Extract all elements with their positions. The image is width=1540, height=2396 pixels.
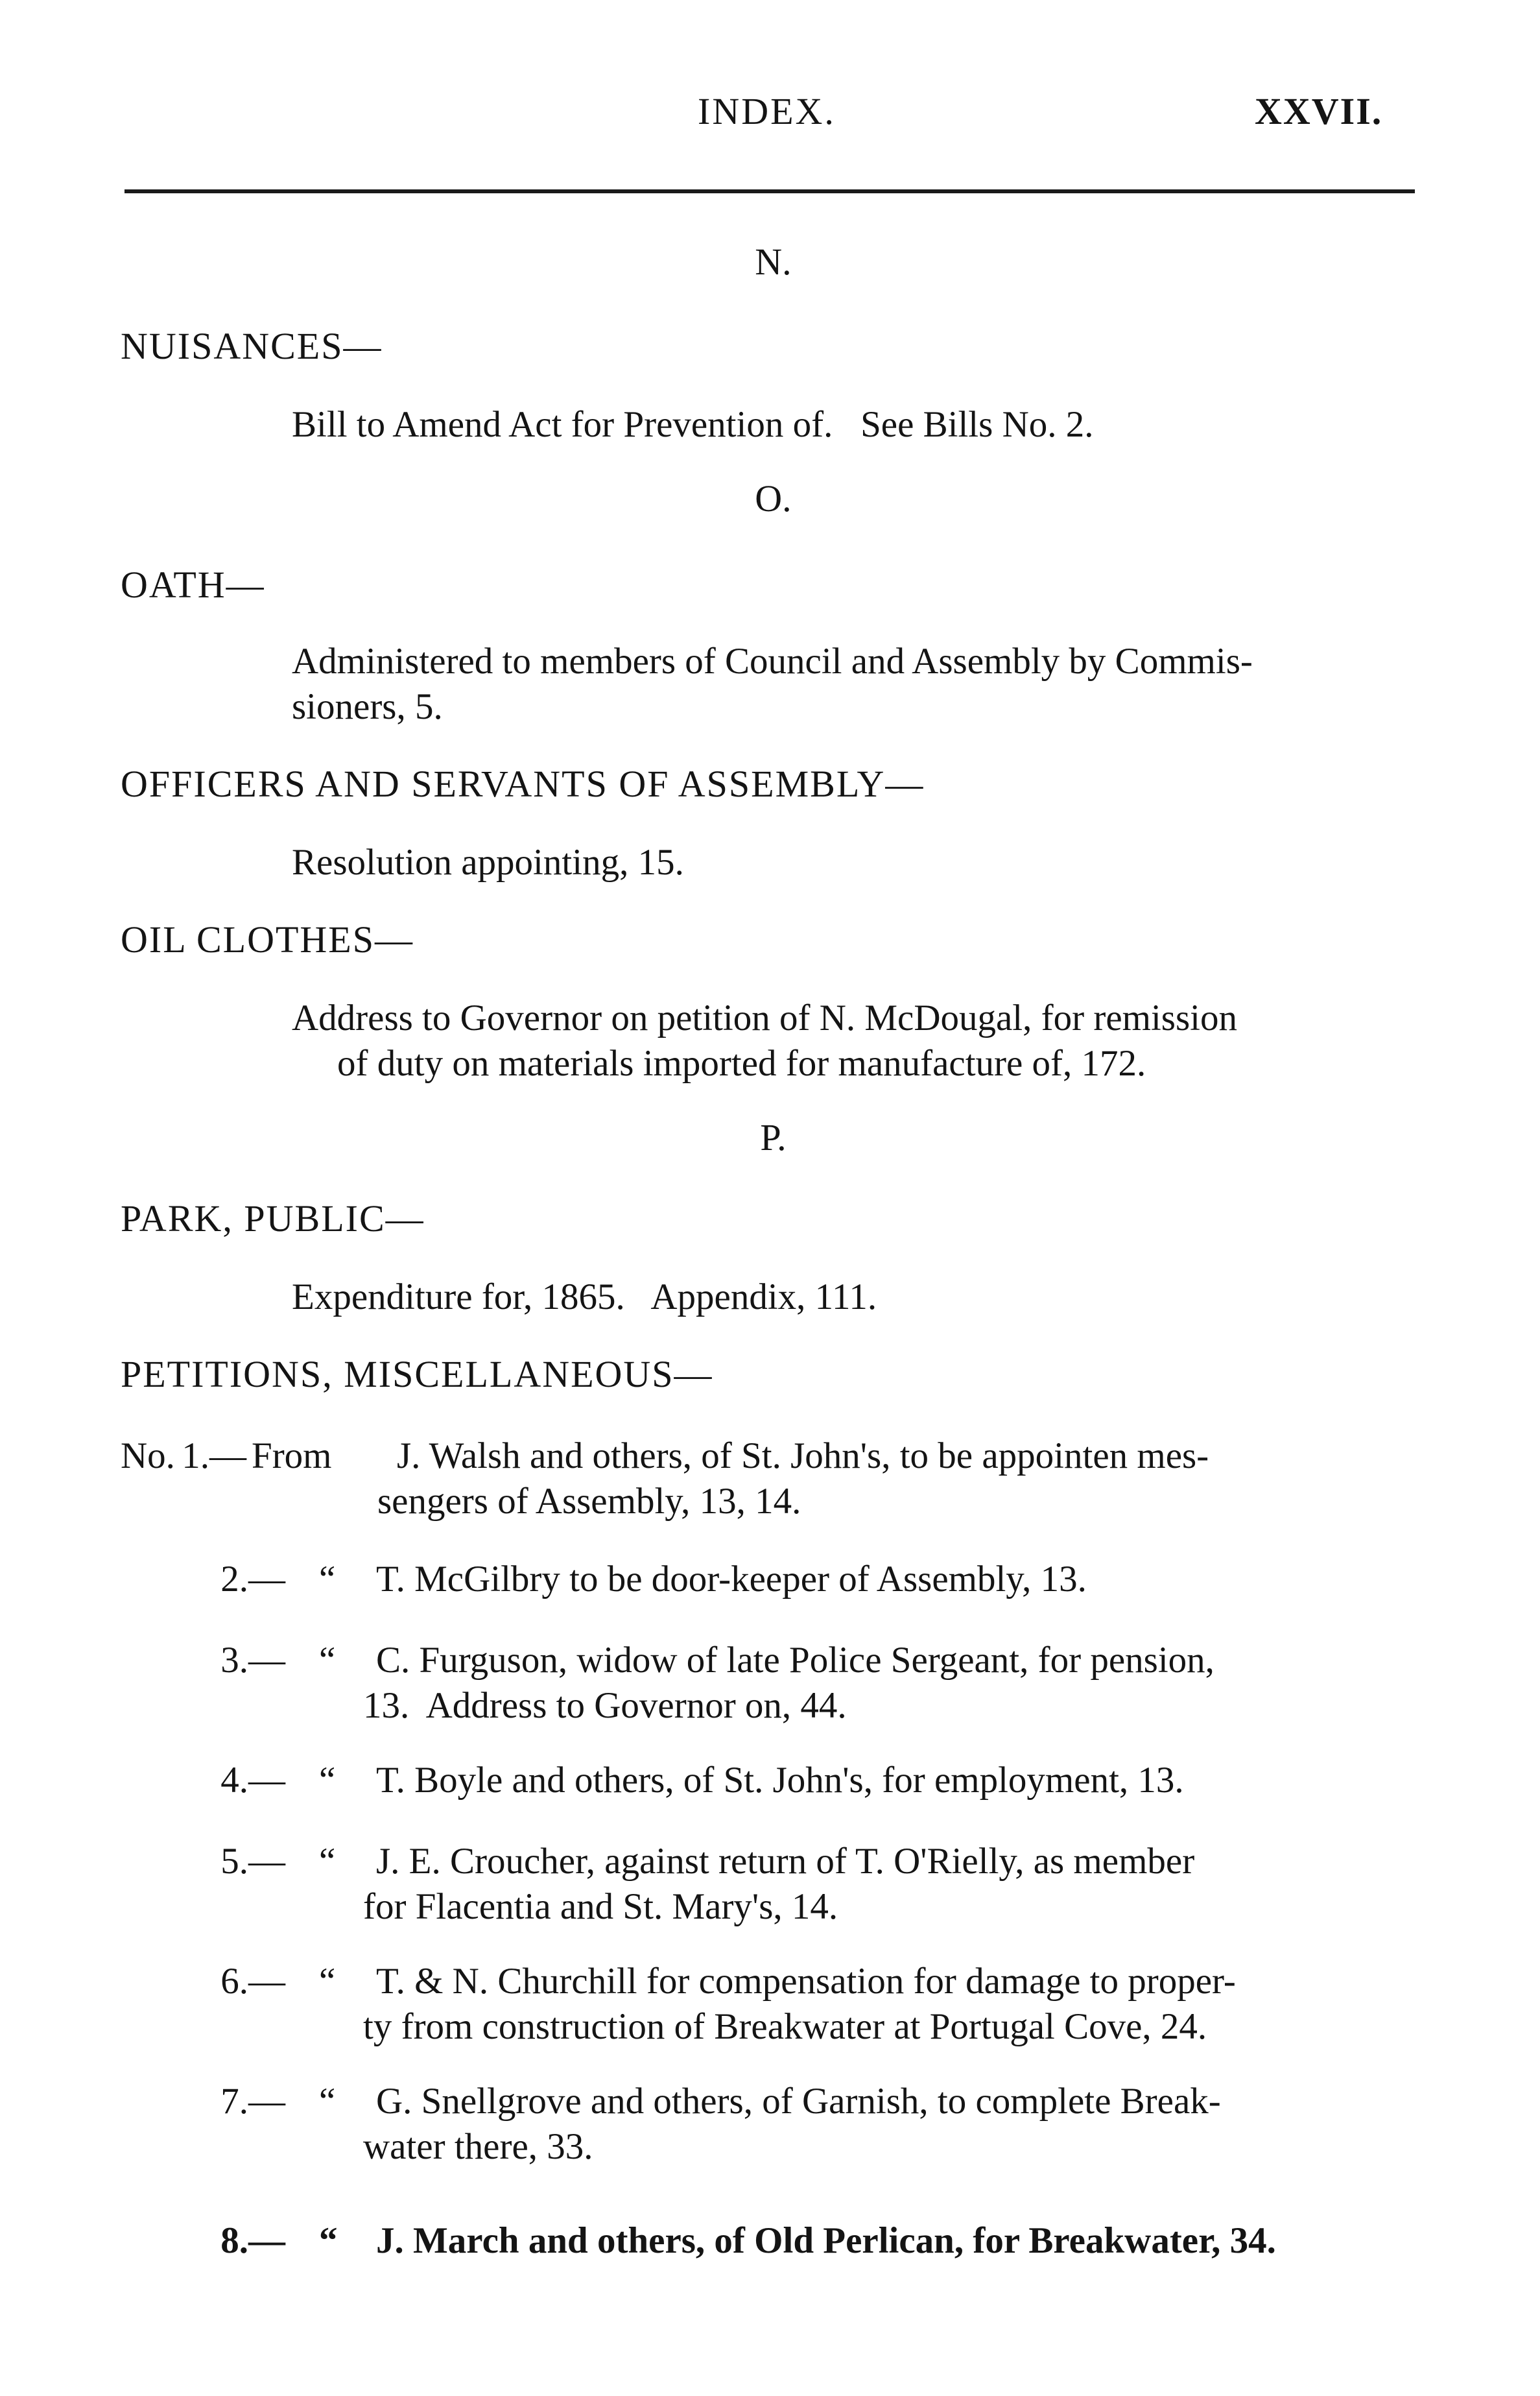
petition-number: 7.— [220, 2081, 285, 2122]
heading-oath: OATH— [121, 564, 265, 606]
entry-oil-clothes [292, 996, 1414, 1086]
heading-officers-and-servants: OFFICERS AND SERVANTS OF ASSEMBLY— [121, 763, 925, 805]
petition-text-line: C. Furguson, widow of late Police Sergeant, for pension, [376, 1640, 1214, 1681]
running-head-title: INDEX. [698, 90, 836, 132]
petition-row [0, 2079, 1540, 2170]
petition-text-line: J. March and others, of Old Perlican, for Breakwater, 34. [376, 2220, 1276, 2261]
entry-nuisances [292, 402, 1414, 448]
petition-text [363, 2079, 1420, 2170]
petition-text-line: G. Snellgrove and others, of Garnish, to complete Break- [376, 2081, 1221, 2122]
page-number: XXVII. [1255, 90, 1383, 132]
petition-lead: “ [319, 2220, 338, 2261]
petition-text [363, 1959, 1420, 2050]
entry-line: Bill to Amend Act for Prevention of. See Bills No. 2. [292, 404, 1094, 445]
petition-number: 6.— [220, 1961, 285, 2002]
petition-row [0, 1433, 1540, 1524]
entry-line: Administered to members of Council and Assembly by Commis- [292, 641, 1253, 682]
heading-nuisances: NUISANCES— [121, 325, 383, 367]
petition-text [363, 1839, 1420, 1930]
petition-lead: “ [319, 1961, 336, 2002]
section-letter-n: N. [755, 241, 792, 283]
petition-text-line: 13. Address to Governor on, 44. [363, 1685, 847, 1726]
petition-number: 3.— [220, 1640, 285, 1681]
entry-officers-and-servants [292, 840, 1414, 885]
petition-text-line: ty from construction of Breakwater at Portugal Cove, 24. [363, 2006, 1207, 2047]
entry-line: Expenditure for, 1865. Appendix, 111. [292, 1276, 877, 1317]
heading-petitions-miscellaneous: PETITIONS, MISCELLANEOUS— [121, 1353, 713, 1395]
petition-lead: “ [319, 2081, 336, 2122]
petition-row [0, 1638, 1540, 1729]
petition-text [363, 1638, 1420, 1729]
entry-line: of duty on materials imported for manufacture of, 172. [337, 1043, 1146, 1084]
petition-number: 2.— [220, 1559, 285, 1599]
entry-line: Resolution appointing, 15. [292, 842, 684, 883]
petition-number: 4.— [220, 1760, 285, 1801]
petition-text [377, 1433, 1421, 1524]
heading-oil-clothes: OIL CLOTHES— [121, 918, 414, 961]
entry-oath [292, 639, 1414, 730]
petition-no-label: No. [121, 1435, 175, 1476]
entry-line: sioners, 5. [292, 686, 443, 727]
petition-text-line: J. Walsh and others, of St. John's, to be appointen mes- [397, 1435, 1209, 1476]
entry-park-public [292, 1275, 1414, 1320]
running-head [0, 90, 1540, 141]
petition-text-line: J. E. Croucher, against return of T. O'Rielly, as member [376, 1841, 1195, 1882]
petition-row [0, 1959, 1540, 2050]
petition-lead: “ [319, 1841, 336, 1882]
petition-lead: “ [319, 1760, 336, 1801]
petition-text [376, 1758, 1420, 1803]
petition-text-line: sengers of Assembly, 13, 14. [377, 1481, 801, 1522]
petition-text-line: water there, 33. [363, 2126, 593, 2167]
petition-row [0, 1839, 1540, 1930]
petition-lead: “ [319, 1640, 336, 1681]
petition-number: 1.— [182, 1435, 246, 1476]
heading-park-public: PARK, PUBLIC— [121, 1197, 425, 1240]
petition-number: 8.— [220, 2220, 285, 2261]
petition-row [0, 2218, 1540, 2264]
section-letter-o: O. [755, 477, 792, 520]
petition-row [0, 1758, 1540, 1803]
petition-lead: From [252, 1435, 332, 1476]
petition-text-line: for Flacentia and St. Mary's, 14. [363, 1886, 838, 1927]
petition-text-line: T. Boyle and others, of St. John's, for employment, 13. [376, 1760, 1184, 1801]
petition-text [376, 1557, 1420, 1602]
petition-text [376, 2218, 1420, 2264]
petition-number: 5.— [220, 1841, 285, 1882]
petition-text-line: T. McGilbry to be door-keeper of Assembly, 13. [376, 1559, 1087, 1599]
header-rule [124, 189, 1415, 193]
section-letter-p: P. [760, 1116, 787, 1158]
entry-line: Address to Governor on petition of N. McDougal, for remission [292, 998, 1238, 1038]
petition-lead: “ [319, 1559, 336, 1599]
petition-text-line: T. & N. Churchill for compensation for damage to proper- [376, 1961, 1236, 2002]
petition-row [0, 1557, 1540, 1602]
